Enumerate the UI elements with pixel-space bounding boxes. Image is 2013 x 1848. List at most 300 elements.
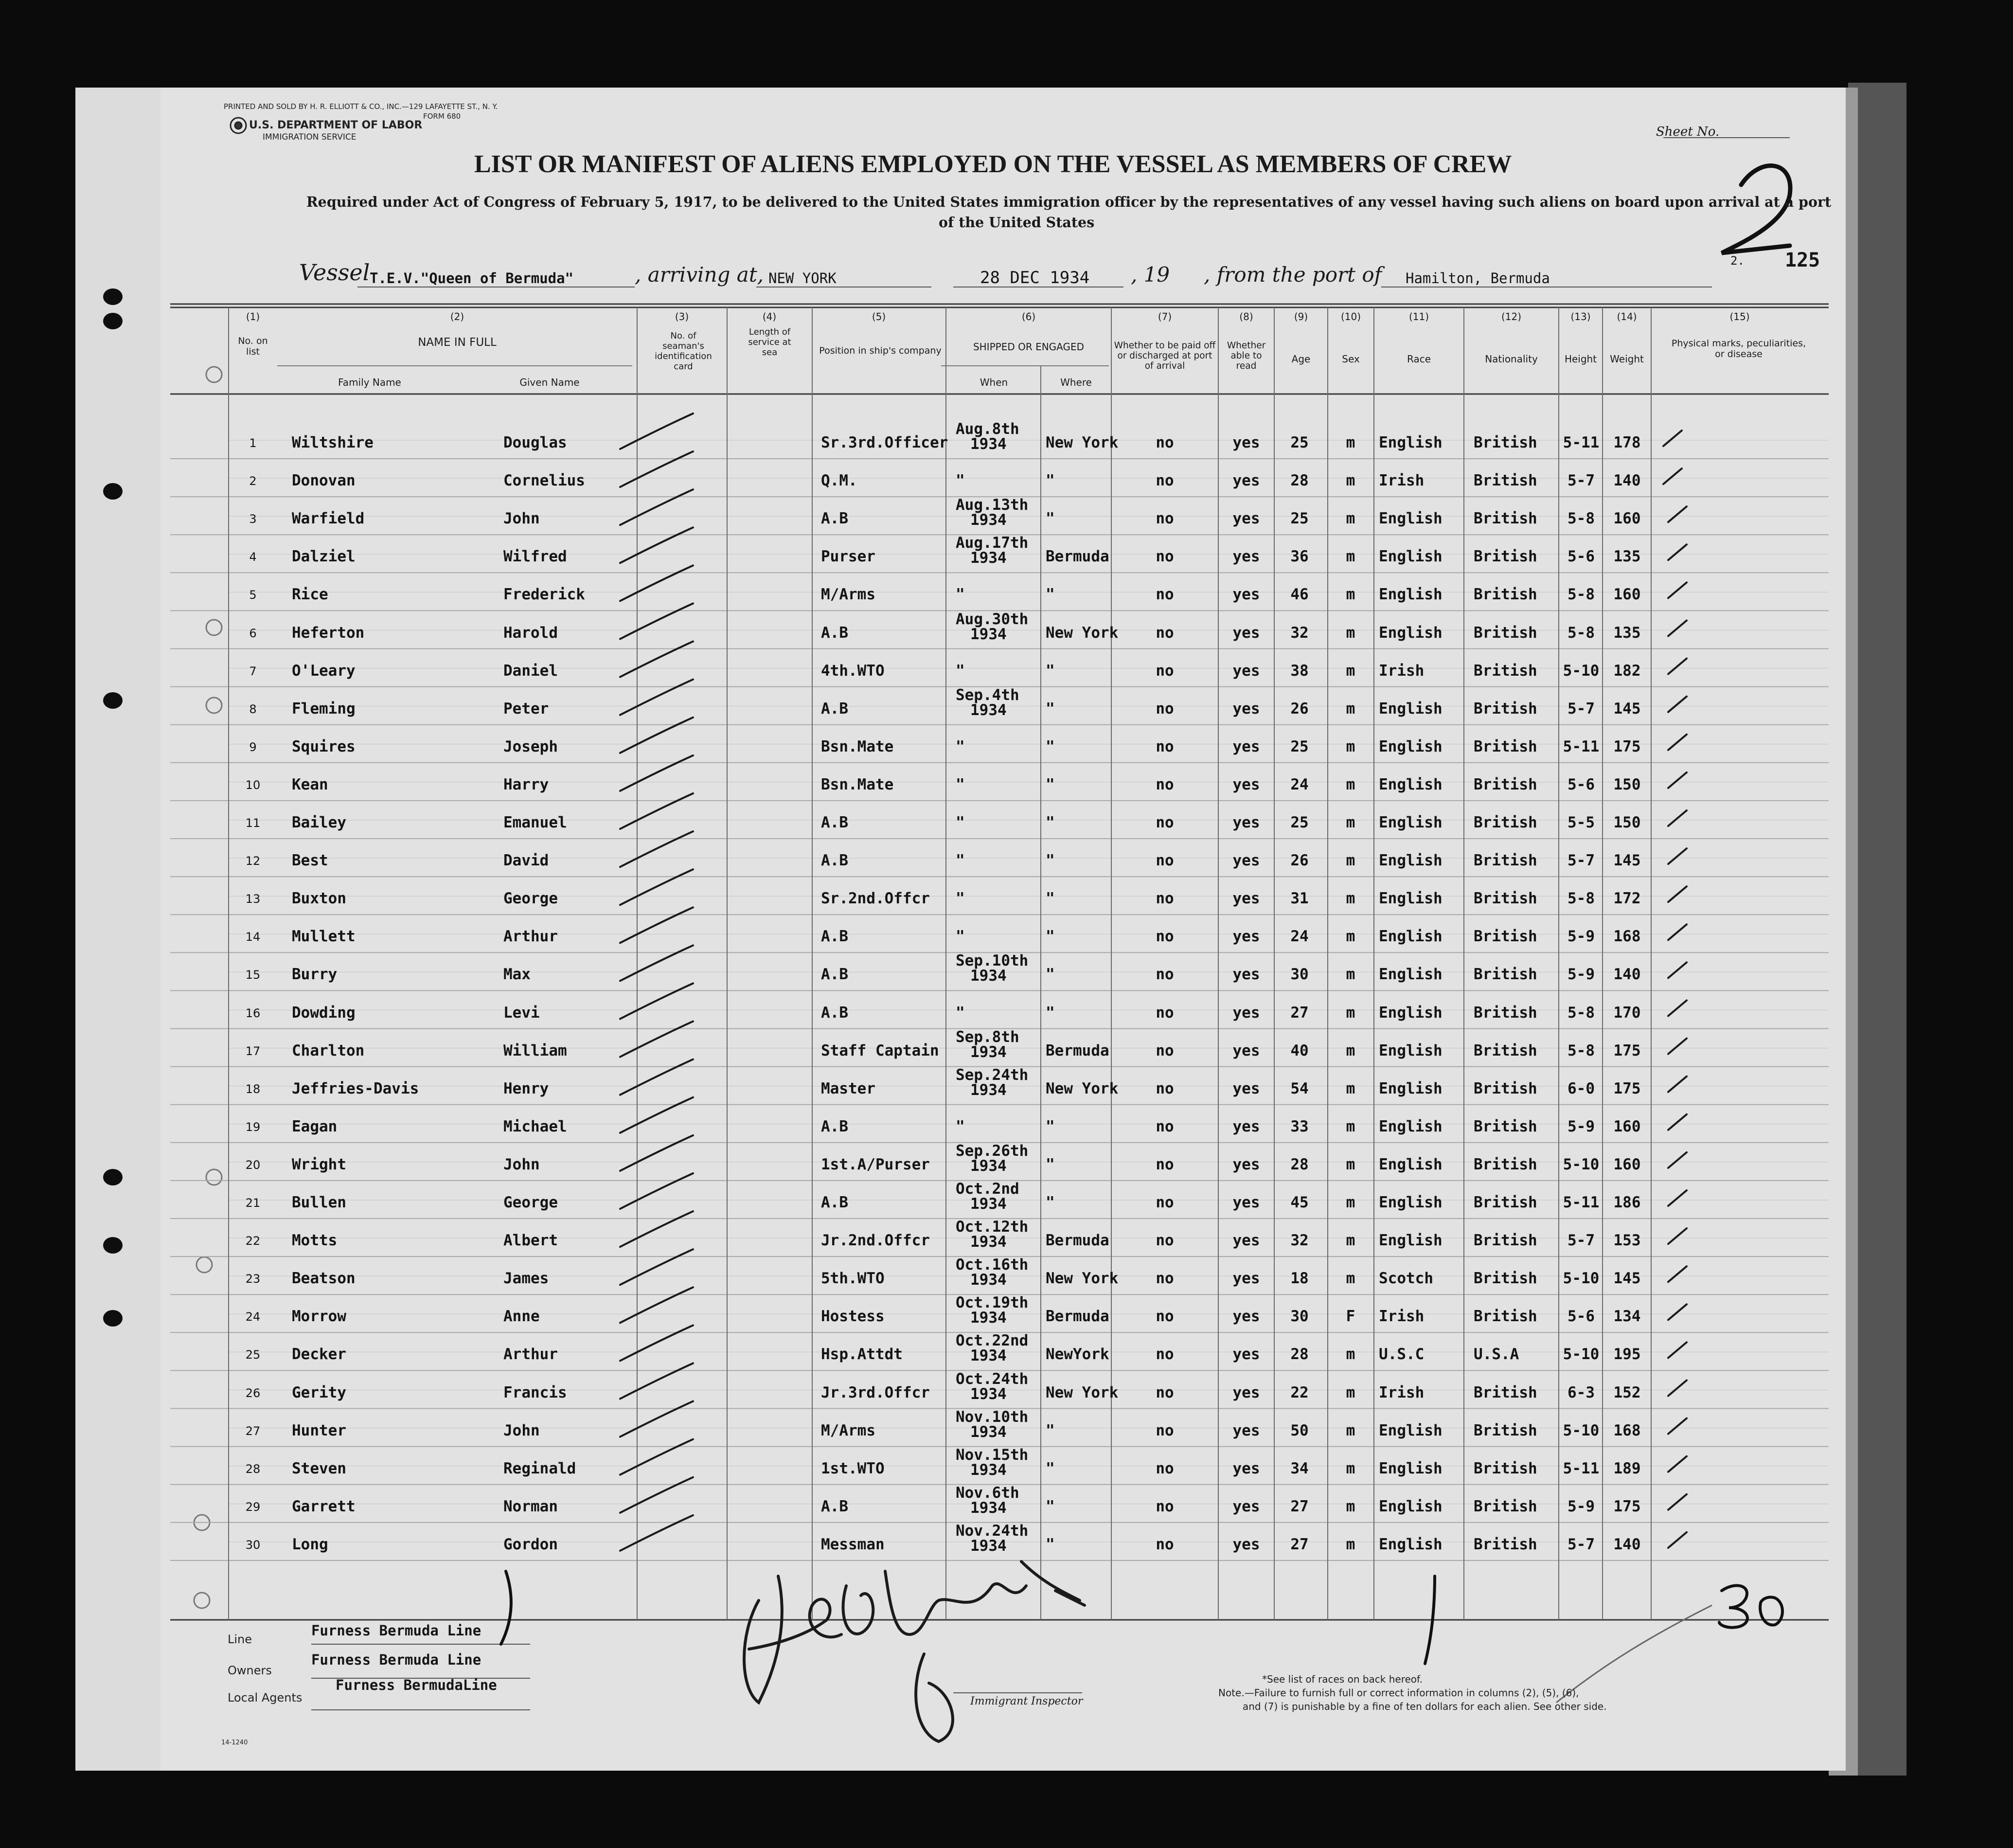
paid-off: no bbox=[1156, 852, 1174, 870]
service-label: IMMIGRATION SERVICE bbox=[263, 132, 356, 142]
position: A.B bbox=[821, 1004, 848, 1022]
nationality: British bbox=[1474, 852, 1537, 870]
family-name: Squires bbox=[292, 737, 356, 755]
paid-off: no bbox=[1156, 1004, 1174, 1022]
sex: m bbox=[1346, 966, 1355, 984]
col14-label: Weight bbox=[1610, 353, 1644, 365]
from-port-value: Hamilton, Bermuda bbox=[1406, 270, 1550, 287]
shipped-when-date: Nov.10th bbox=[956, 1408, 1029, 1426]
col2-family: Family Name bbox=[338, 377, 401, 388]
age: 26 bbox=[1290, 852, 1309, 870]
able-to-read: yes bbox=[1232, 1194, 1260, 1211]
weight: 140 bbox=[1613, 966, 1641, 984]
row-number: 21 bbox=[245, 1196, 261, 1210]
col2-given: Given Name bbox=[519, 377, 580, 388]
sex: m bbox=[1346, 548, 1355, 566]
row-number: 14 bbox=[245, 930, 261, 944]
height: 5-6 bbox=[1568, 1308, 1595, 1326]
paid-off: no bbox=[1156, 1346, 1174, 1364]
able-to-read: yes bbox=[1232, 586, 1260, 604]
weight: 160 bbox=[1613, 1155, 1641, 1173]
nationality: British bbox=[1474, 928, 1537, 946]
col15-number: (15) bbox=[1729, 311, 1750, 323]
age: 24 bbox=[1290, 928, 1309, 946]
family-name: Warfield bbox=[292, 510, 365, 528]
height: 5-7 bbox=[1568, 472, 1595, 490]
race: Irish bbox=[1379, 1308, 1425, 1326]
age: 40 bbox=[1290, 1041, 1309, 1059]
race: English bbox=[1379, 852, 1443, 870]
paid-off: no bbox=[1156, 1421, 1174, 1439]
page-title: LIST OR MANIFEST OF ALIENS EMPLOYED ON THE VESSEL AS MEMBERS OF CREW bbox=[474, 150, 1512, 178]
penalty-note-line2: and (7) is punishable by a fine of ten dollars for each alien. See other side. bbox=[1243, 1701, 1607, 1712]
shipped-when-year: 1934 bbox=[970, 1157, 1007, 1175]
nationality: British bbox=[1474, 1497, 1537, 1515]
position: A.B bbox=[821, 1497, 848, 1515]
paid-off: no bbox=[1156, 1308, 1174, 1326]
race: English bbox=[1379, 1079, 1443, 1097]
family-name: Jeffries-Davis bbox=[292, 1079, 419, 1097]
nationality: British bbox=[1474, 586, 1537, 604]
shipped-when-date: Sep.24th bbox=[956, 1066, 1029, 1084]
code-number: 125 bbox=[1785, 249, 1820, 271]
printer-line: PRINTED AND SOLD BY H. R. ELLIOTT & CO., INC.—129 LAFAYETTE ST., N. Y. bbox=[224, 102, 498, 111]
shipped-when-year: 1934 bbox=[970, 625, 1007, 643]
sex: m bbox=[1346, 1346, 1355, 1364]
shipped-where: " bbox=[1046, 1194, 1055, 1211]
paid-off: no bbox=[1156, 662, 1174, 680]
able-to-read: yes bbox=[1232, 434, 1260, 451]
able-to-read: yes bbox=[1232, 814, 1260, 831]
shipped-when-date: " bbox=[956, 472, 965, 490]
shipped-when-year: 1934 bbox=[970, 1043, 1007, 1061]
shipped-where: New York bbox=[1046, 1079, 1119, 1097]
height: 5-9 bbox=[1568, 928, 1595, 946]
nationality: British bbox=[1474, 1535, 1537, 1553]
row-number: 29 bbox=[245, 1500, 261, 1514]
family-name: Kean bbox=[292, 775, 328, 793]
nationality: British bbox=[1474, 1155, 1537, 1173]
paid-off: no bbox=[1156, 472, 1174, 490]
subtitle-line2: of the United States bbox=[939, 214, 1095, 231]
position: A.B bbox=[821, 966, 848, 984]
sex: m bbox=[1346, 1497, 1355, 1515]
sex: m bbox=[1346, 586, 1355, 604]
given-name: George bbox=[503, 1194, 558, 1211]
shipped-when-date: Aug.30th bbox=[956, 610, 1029, 628]
nationality: British bbox=[1474, 1194, 1537, 1211]
department-label: U.S. DEPARTMENT OF LABOR bbox=[249, 119, 423, 131]
shipped-when-date: " bbox=[956, 1004, 965, 1022]
able-to-read: yes bbox=[1232, 1459, 1260, 1477]
able-to-read: yes bbox=[1232, 700, 1260, 718]
race: English bbox=[1379, 1421, 1443, 1439]
able-to-read: yes bbox=[1232, 1535, 1260, 1553]
shipped-when-year: 1934 bbox=[970, 1309, 1007, 1327]
shipped-where: " bbox=[1046, 700, 1055, 718]
shipped-when-date: " bbox=[956, 586, 965, 604]
family-name: Gerity bbox=[292, 1383, 346, 1401]
paid-off: no bbox=[1156, 814, 1174, 831]
paid-off: no bbox=[1156, 1079, 1174, 1097]
weight: 168 bbox=[1613, 928, 1641, 946]
race: English bbox=[1379, 434, 1443, 451]
shipped-when-date: Nov.24th bbox=[956, 1522, 1029, 1540]
shipped-when-date: Sep.10th bbox=[956, 952, 1029, 970]
nationality: British bbox=[1474, 510, 1537, 528]
paid-off: no bbox=[1156, 548, 1174, 566]
age: 28 bbox=[1290, 1155, 1309, 1173]
row-number: 10 bbox=[245, 778, 261, 792]
shipped-when-date: Sep.8th bbox=[956, 1028, 1019, 1046]
shipped-where: " bbox=[1046, 1421, 1055, 1439]
shipped-where: New York bbox=[1046, 624, 1119, 642]
height: 5-10 bbox=[1563, 1270, 1600, 1288]
weight: 140 bbox=[1613, 472, 1641, 490]
row-number: 6 bbox=[249, 626, 257, 640]
weight: 160 bbox=[1613, 1117, 1641, 1135]
height: 5-7 bbox=[1568, 700, 1595, 718]
age: 50 bbox=[1290, 1421, 1309, 1439]
row-number: 5 bbox=[249, 588, 257, 602]
sex: m bbox=[1346, 1270, 1355, 1288]
weight: 150 bbox=[1613, 814, 1641, 831]
sex: m bbox=[1346, 737, 1355, 755]
able-to-read: yes bbox=[1232, 1270, 1260, 1288]
age: 31 bbox=[1290, 890, 1309, 908]
row-number: 25 bbox=[245, 1348, 261, 1362]
row-number: 30 bbox=[245, 1538, 261, 1552]
able-to-read: yes bbox=[1232, 1497, 1260, 1515]
col12-label: Nationality bbox=[1485, 353, 1538, 365]
row-number: 9 bbox=[249, 740, 257, 754]
year-label: , 19 bbox=[1131, 263, 1170, 287]
sex: m bbox=[1346, 1117, 1355, 1135]
row-number: 13 bbox=[245, 892, 261, 906]
given-name: Cornelius bbox=[503, 472, 585, 490]
paid-off: no bbox=[1156, 1383, 1174, 1401]
sex: m bbox=[1346, 852, 1355, 870]
shipped-when-date: Aug.13th bbox=[956, 496, 1029, 514]
nationality: British bbox=[1474, 548, 1537, 566]
paid-off: no bbox=[1156, 586, 1174, 604]
nationality: British bbox=[1474, 890, 1537, 908]
able-to-read: yes bbox=[1232, 1308, 1260, 1326]
position: M/Arms bbox=[821, 1421, 875, 1439]
given-name: Peter bbox=[503, 700, 549, 718]
height: 6-3 bbox=[1568, 1383, 1595, 1401]
age: 18 bbox=[1290, 1270, 1309, 1288]
family-name: Burry bbox=[292, 966, 338, 984]
nationality: British bbox=[1474, 1459, 1537, 1477]
arriving-value: NEW YORK bbox=[768, 270, 837, 287]
shipped-when-date: Oct.24th bbox=[956, 1370, 1029, 1388]
able-to-read: yes bbox=[1232, 1041, 1260, 1059]
height: 5-10 bbox=[1563, 1346, 1600, 1364]
able-to-read: yes bbox=[1232, 737, 1260, 755]
able-to-read: yes bbox=[1232, 472, 1260, 490]
given-name: Arthur bbox=[503, 1346, 558, 1364]
row-number: 18 bbox=[245, 1082, 261, 1096]
able-to-read: yes bbox=[1232, 1079, 1260, 1097]
sheet-label: Sheet No. bbox=[1656, 125, 1720, 139]
row-number: 2 bbox=[249, 474, 257, 488]
shipped-when-year: 1934 bbox=[970, 1537, 1007, 1555]
col13-label: Height bbox=[1564, 353, 1597, 365]
col2-label: NAME IN FULL bbox=[418, 336, 497, 349]
position: 5th.WTO bbox=[821, 1270, 885, 1288]
row-number: 7 bbox=[249, 664, 257, 678]
vessel-label: Vessel bbox=[299, 259, 370, 286]
paid-off: no bbox=[1156, 1270, 1174, 1288]
shipped-where: " bbox=[1046, 1497, 1055, 1515]
shipped-when-year: 1934 bbox=[970, 1195, 1007, 1213]
given-name: John bbox=[503, 1155, 540, 1173]
shipped-when-date: Oct.2nd bbox=[956, 1180, 1019, 1198]
nationality: British bbox=[1474, 700, 1537, 718]
shipped-where: NewYork bbox=[1046, 1346, 1109, 1364]
race: English bbox=[1379, 700, 1443, 718]
race: English bbox=[1379, 1535, 1443, 1553]
position: Hostess bbox=[821, 1308, 885, 1326]
position: Master bbox=[821, 1079, 875, 1097]
family-name: Fleming bbox=[292, 700, 356, 718]
height: 5-11 bbox=[1563, 1194, 1600, 1211]
given-name: John bbox=[503, 1421, 540, 1439]
family-name: Heferton bbox=[292, 624, 365, 642]
position: A.B bbox=[821, 814, 848, 831]
col5-label: Position in ship's company bbox=[819, 345, 942, 356]
shipped-when-year: 1934 bbox=[970, 1461, 1007, 1479]
able-to-read: yes bbox=[1232, 852, 1260, 870]
row-number: 16 bbox=[245, 1006, 261, 1020]
given-name: James bbox=[503, 1270, 549, 1288]
age: 46 bbox=[1290, 586, 1309, 604]
row-number: 11 bbox=[245, 816, 261, 830]
position: 1st.WTO bbox=[821, 1459, 885, 1477]
height: 5-10 bbox=[1563, 1421, 1600, 1439]
given-name: Douglas bbox=[503, 434, 567, 451]
weight: 170 bbox=[1613, 1004, 1641, 1022]
nationality: British bbox=[1474, 1041, 1537, 1059]
col10-number: (10) bbox=[1340, 311, 1361, 323]
races-note: *See list of races on back hereof. bbox=[1262, 1673, 1423, 1685]
race: Irish bbox=[1379, 1383, 1425, 1401]
family-name: Bailey bbox=[292, 814, 346, 831]
sex: F bbox=[1346, 1308, 1355, 1326]
family-name: Decker bbox=[292, 1346, 346, 1364]
shipped-where: " bbox=[1046, 966, 1055, 984]
line-value: Furness Bermuda Line bbox=[311, 1622, 481, 1639]
weight: 175 bbox=[1613, 1041, 1641, 1059]
shipped-when-date: Sep.4th bbox=[956, 686, 1019, 704]
col8-label: Whether able to read bbox=[1227, 341, 1266, 371]
row-number: 19 bbox=[245, 1120, 261, 1134]
shipped-where: " bbox=[1046, 586, 1055, 604]
race: English bbox=[1379, 624, 1443, 642]
shipped-when-year: 1934 bbox=[970, 1385, 1007, 1403]
inspector-label: Immigrant Inspector bbox=[970, 1695, 1083, 1707]
shipped-where: " bbox=[1046, 852, 1055, 870]
weight: 182 bbox=[1613, 662, 1641, 680]
paid-off: no bbox=[1156, 928, 1174, 946]
nationality: British bbox=[1474, 624, 1537, 642]
paid-off: no bbox=[1156, 1117, 1174, 1135]
line-label: Line bbox=[228, 1633, 252, 1646]
shipped-when-date: " bbox=[956, 662, 965, 680]
age: 25 bbox=[1290, 814, 1309, 831]
position: A.B bbox=[821, 624, 848, 642]
paid-off: no bbox=[1156, 737, 1174, 755]
position: Sr.3rd.Officer bbox=[821, 434, 948, 451]
col13-number: (13) bbox=[1570, 311, 1591, 323]
nationality: British bbox=[1474, 472, 1537, 490]
given-name: Arthur bbox=[503, 928, 558, 946]
col8-number: (8) bbox=[1239, 311, 1253, 323]
shipped-when-date: Oct.22nd bbox=[956, 1332, 1029, 1350]
arriving-label: , arriving at, bbox=[635, 263, 764, 287]
able-to-read: yes bbox=[1232, 1383, 1260, 1401]
row-number: 3 bbox=[249, 512, 257, 526]
age: 33 bbox=[1290, 1117, 1309, 1135]
family-name: Long bbox=[292, 1535, 328, 1553]
shipped-where: " bbox=[1046, 1117, 1055, 1135]
shipped-where: " bbox=[1046, 1535, 1055, 1553]
nationality: British bbox=[1474, 1117, 1537, 1135]
position: Jr.3rd.Offcr bbox=[821, 1383, 930, 1401]
row-number: 1 bbox=[249, 436, 257, 450]
able-to-read: yes bbox=[1232, 775, 1260, 793]
penalty-note-line1: Note.—Failure to furnish full or correct information in columns (2), (5), (6), bbox=[1218, 1687, 1579, 1699]
given-name: Albert bbox=[503, 1232, 558, 1250]
position: Staff Captain bbox=[821, 1041, 939, 1059]
shipped-when-year: 1934 bbox=[970, 1423, 1007, 1441]
position: A.B bbox=[821, 928, 848, 946]
able-to-read: yes bbox=[1232, 1346, 1260, 1364]
family-name: Beatson bbox=[292, 1270, 356, 1288]
shipped-when-year: 1934 bbox=[970, 1271, 1007, 1289]
position: Q.M. bbox=[821, 472, 857, 490]
sex: m bbox=[1346, 1383, 1355, 1401]
shipped-where: " bbox=[1046, 775, 1055, 793]
row-number: 15 bbox=[245, 968, 261, 982]
row-number: 26 bbox=[245, 1386, 261, 1400]
race: English bbox=[1379, 966, 1443, 984]
paid-off: no bbox=[1156, 624, 1174, 642]
sex: m bbox=[1346, 1459, 1355, 1477]
height: 5-7 bbox=[1568, 1535, 1595, 1553]
nationality: British bbox=[1474, 1383, 1537, 1401]
weight: 160 bbox=[1613, 510, 1641, 528]
race: English bbox=[1379, 928, 1443, 946]
weight: 134 bbox=[1613, 1308, 1641, 1326]
race: English bbox=[1379, 1004, 1443, 1022]
shipped-where: " bbox=[1046, 737, 1055, 755]
shipped-when-date: Nov.15th bbox=[956, 1446, 1029, 1464]
height: 5-10 bbox=[1563, 662, 1600, 680]
given-name: Norman bbox=[503, 1497, 558, 1515]
shipped-when-year: 1934 bbox=[970, 1499, 1007, 1517]
able-to-read: yes bbox=[1232, 1155, 1260, 1173]
family-name: Dalziel bbox=[292, 548, 356, 566]
weight: 178 bbox=[1613, 434, 1641, 451]
able-to-read: yes bbox=[1232, 928, 1260, 946]
row-number: 17 bbox=[245, 1044, 261, 1058]
col4-label: Length of service at sea bbox=[748, 327, 791, 358]
sex: m bbox=[1346, 1041, 1355, 1059]
shipped-when-date: " bbox=[956, 852, 965, 870]
row-number: 4 bbox=[249, 550, 257, 564]
height: 5-11 bbox=[1563, 737, 1600, 755]
race: English bbox=[1379, 1117, 1443, 1135]
shipped-when-date: " bbox=[956, 928, 965, 946]
given-name: Michael bbox=[503, 1117, 567, 1135]
shipped-when-date: Aug.17th bbox=[956, 534, 1029, 552]
sex: m bbox=[1346, 1535, 1355, 1553]
col9-label: Age bbox=[1291, 353, 1311, 365]
age: 25 bbox=[1290, 737, 1309, 755]
position: A.B bbox=[821, 1117, 848, 1135]
col6-number: (6) bbox=[1021, 311, 1036, 323]
race: English bbox=[1379, 1194, 1443, 1211]
shipped-where: Bermuda bbox=[1046, 548, 1109, 566]
col9-number: (9) bbox=[1294, 311, 1308, 323]
age: 28 bbox=[1290, 472, 1309, 490]
position: 4th.WTO bbox=[821, 662, 885, 680]
nationality: British bbox=[1474, 737, 1537, 755]
height: 5-9 bbox=[1568, 1117, 1595, 1135]
shipped-where: " bbox=[1046, 510, 1055, 528]
given-name: Wilfred bbox=[503, 548, 567, 566]
weight: 189 bbox=[1613, 1459, 1641, 1477]
paid-off: no bbox=[1156, 1155, 1174, 1173]
nationality: British bbox=[1474, 775, 1537, 793]
weight: 153 bbox=[1613, 1232, 1641, 1250]
age: 30 bbox=[1290, 1308, 1309, 1326]
weight: 152 bbox=[1613, 1383, 1641, 1401]
age: 32 bbox=[1290, 1232, 1309, 1250]
able-to-read: yes bbox=[1232, 624, 1260, 642]
family-name: Morrow bbox=[292, 1308, 346, 1326]
shipped-when-year: 1934 bbox=[970, 701, 1007, 719]
weight: 168 bbox=[1613, 1421, 1641, 1439]
col10-label: Sex bbox=[1342, 353, 1360, 365]
shipped-when-date: Nov.6th bbox=[956, 1484, 1019, 1502]
shipped-when-date: " bbox=[956, 737, 965, 755]
vessel-value: T.E.V."Queen of Bermuda" bbox=[370, 270, 574, 287]
paid-off: no bbox=[1156, 1535, 1174, 1553]
row-number: 28 bbox=[245, 1462, 261, 1476]
col1-label: No. on list bbox=[238, 336, 268, 357]
family-name: Best bbox=[292, 852, 328, 870]
row-number: 20 bbox=[245, 1158, 261, 1172]
height: 5-8 bbox=[1568, 1004, 1595, 1022]
paid-off: no bbox=[1156, 510, 1174, 528]
nationality: British bbox=[1474, 1308, 1537, 1326]
col7-number: (7) bbox=[1158, 311, 1172, 323]
position: A.B bbox=[821, 1194, 848, 1211]
weight: 135 bbox=[1613, 548, 1641, 566]
shipped-where: New York bbox=[1046, 1270, 1119, 1288]
shipped-when-date: Oct.16th bbox=[956, 1256, 1029, 1274]
paid-off: no bbox=[1156, 966, 1174, 984]
nationality: British bbox=[1474, 434, 1537, 451]
given-name: Joseph bbox=[503, 737, 558, 755]
shipped-where: " bbox=[1046, 1459, 1055, 1477]
given-name: Francis bbox=[503, 1383, 567, 1401]
height: 5-9 bbox=[1568, 1497, 1595, 1515]
shipped-where: Bermuda bbox=[1046, 1041, 1109, 1059]
